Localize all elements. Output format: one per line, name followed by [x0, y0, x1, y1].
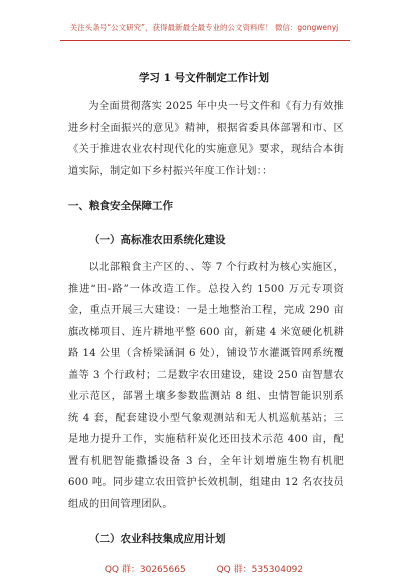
header-divider [60, 40, 350, 41]
subsection-heading: （一）高标准农田系统化建设 [89, 233, 226, 246]
page-title: 学习 1 号文件制定工作计划 [138, 72, 270, 84]
header-note: 关注头条号“公文研究”，获得最新最全最专业的公文资料库！ 微信：gongwenyj [69, 23, 339, 32]
document-body [68, 96, 344, 557]
footer-contacts [0, 562, 408, 575]
intro-paragraph: 为全面贯彻落实 2025 年中央一号文件和《有力有效推进乡村全面振兴的意见》精神，根据省委具体部署和市、区《关于推进农业农村现代化的实施意见》要求，现结合本街道实际，制定如下乡村振兴年度工作计划：： [68, 101, 344, 177]
subsection-heading-2: （二）农业科技集成应用计划 [89, 533, 226, 545]
footer-qq-group-1: QQ 群：30265665 [104, 565, 186, 575]
subsection-paragraph: 以北部粮食主产区的、、等 7 个行政村为核心实施区，推进“田-路”一体改造工作。总投入约 1500 万元专项资金，重点开展三大建设：一是土地整治工程，完成 290 亩旗改梯项目、连片耕地平整 600 亩，新建 4 米宽硬化机耕路 14 公里（含桥梁涵洞 6 处），铺设节水灌溉管网系统覆盖等 3 个行政村；二是数字农田建设，建设 250 亩智慧农业示范区，部署土壤多参数监测站 8 组、虫情智能识别系统 4 套，配套建设小型气象观测站和无人机巡航基站；三是地力提升工作，实施秸秆炭化还田技术示范 400 亩，配置有机肥智能撒播设备 3 台，全年计划增施生物有机肥 600 吨。同步建立农田管护长效机制，组建由 12 名农技员组成的田间管理团队。 [68, 262, 344, 510]
section-heading: 一、粮食安全保障工作 [68, 200, 173, 212]
footer-qq-group-2: QQ 群：535304092 [216, 565, 304, 575]
